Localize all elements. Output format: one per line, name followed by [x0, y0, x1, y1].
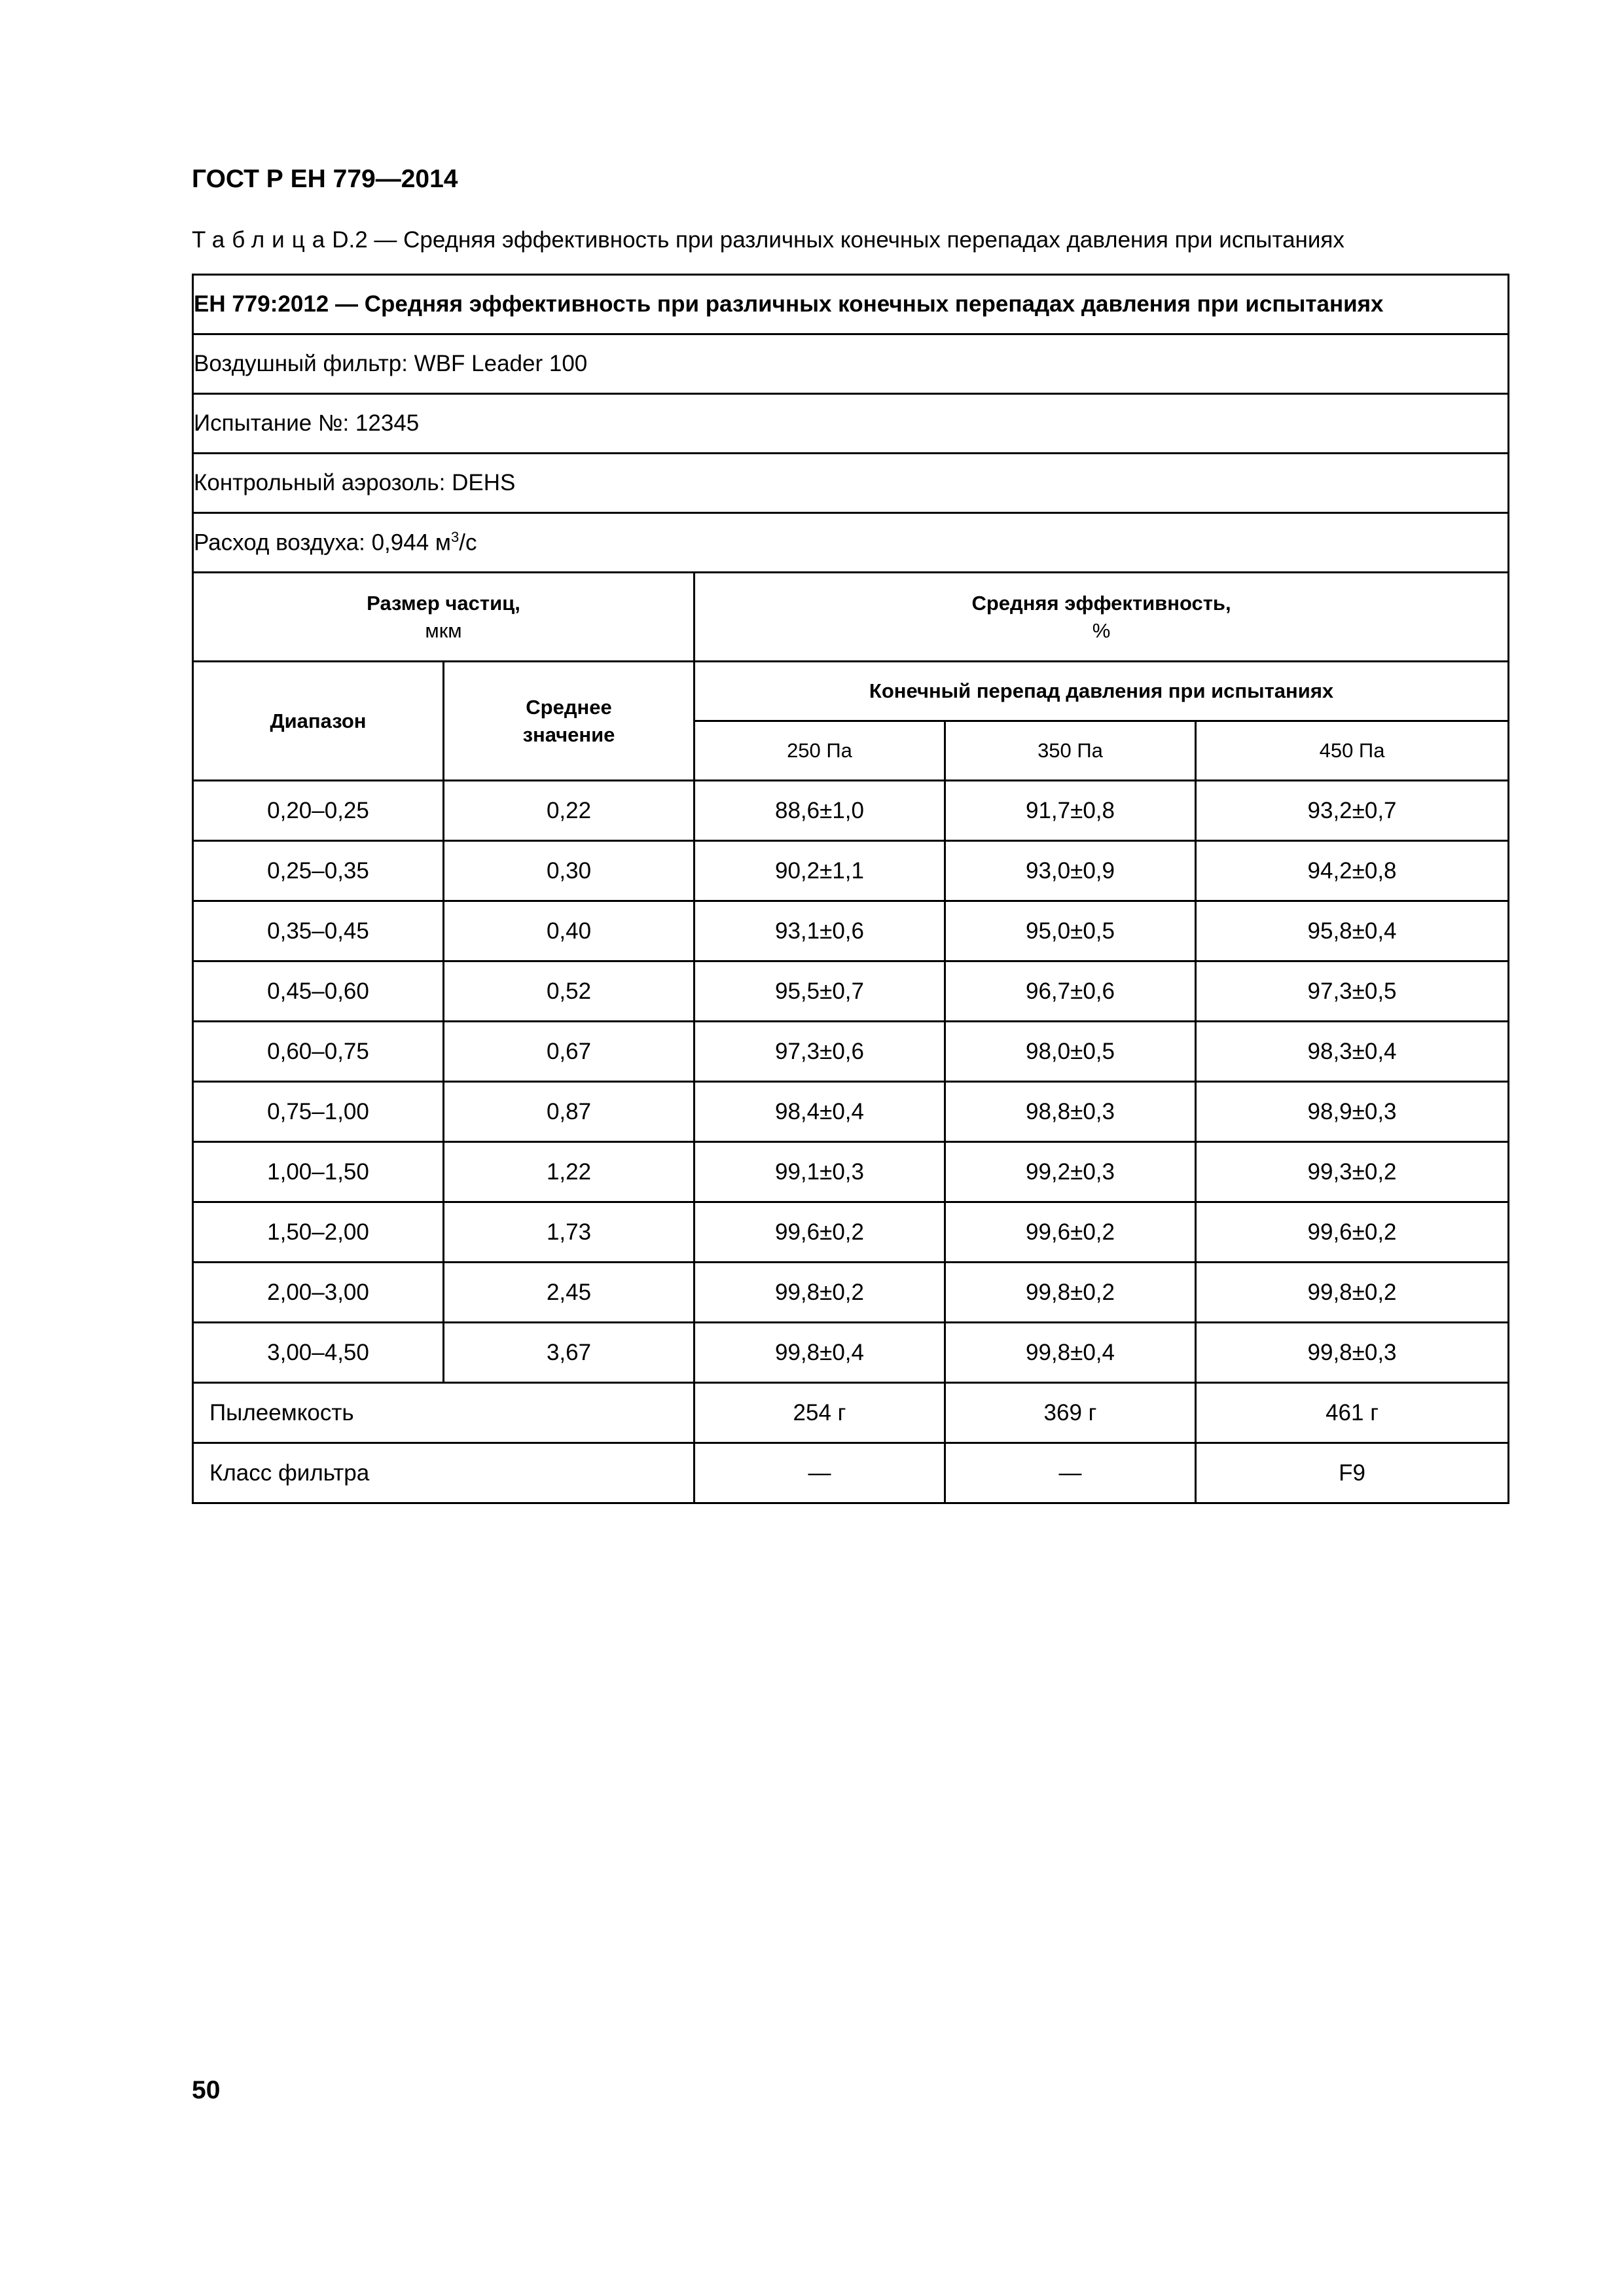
table-row: [193, 1022, 1509, 1082]
eff-350-cell: 99,8±0,2: [945, 1263, 1196, 1323]
dust-capacity-label: Пылеемкость: [193, 1383, 695, 1443]
particle-size-label: Размер частиц,: [367, 591, 520, 615]
eff-350-cell: 99,8±0,4: [945, 1323, 1196, 1383]
eff-350-cell: 99,6±0,2: [945, 1202, 1196, 1263]
table-row: [193, 961, 1509, 1022]
filter-name: Воздушный фильтр: WBF Leader 100: [193, 334, 1509, 394]
caption-text: — Средняя эффективность при различных конечных перепадах давления при испытаниях: [367, 227, 1344, 253]
table-row: [193, 781, 1509, 841]
range-cell: 0,35–0,45: [193, 901, 444, 961]
eff-350-cell: 95,0±0,5: [945, 901, 1196, 961]
filter-class-label: Класс фильтра: [193, 1443, 695, 1503]
airflow-sup: 3: [450, 529, 460, 546]
mean-header: [444, 662, 695, 781]
efficiency-label: Средняя эффективность,: [971, 591, 1231, 615]
eff-450-cell: 93,2±0,7: [1196, 781, 1509, 841]
filter-row: [193, 334, 1509, 394]
mean-cell: 0,67: [444, 1022, 695, 1082]
particle-size-unit: мкм: [425, 619, 462, 642]
eff-350-cell: 91,7±0,8: [945, 781, 1196, 841]
eff-350-cell: 98,0±0,5: [945, 1022, 1196, 1082]
airflow-unit: /с: [459, 529, 477, 556]
dust-450-cell: 461 г: [1196, 1383, 1509, 1443]
eff-450-cell: 98,9±0,3: [1196, 1082, 1509, 1142]
range-cell: 0,75–1,00: [193, 1082, 444, 1142]
mean-cell: 0,40: [444, 901, 695, 961]
header-row-1: [193, 573, 1509, 662]
eff-350-cell: 99,2±0,3: [945, 1142, 1196, 1202]
efficiency-unit: %: [1092, 619, 1111, 642]
table-row: [193, 841, 1509, 901]
table-caption: [192, 227, 1344, 253]
eff-450-cell: 99,3±0,2: [1196, 1142, 1509, 1202]
efficiency-table: [192, 274, 1509, 1504]
table-row: [193, 1202, 1509, 1263]
eff-250-cell: 99,6±0,2: [695, 1202, 945, 1263]
final-pressure-header: Конечный перепад давления при испытаниях: [695, 662, 1509, 721]
eff-250-cell: 99,8±0,4: [695, 1323, 945, 1383]
range-cell: 0,60–0,75: [193, 1022, 444, 1082]
table-row: [193, 1082, 1509, 1142]
test-aerosol: Контрольный аэрозоль: DEHS: [193, 454, 1509, 513]
airflow-row: [193, 513, 1509, 573]
range-cell: 0,25–0,35: [193, 841, 444, 901]
range-header: Диапазон: [193, 662, 444, 781]
test-number: Испытание №: 12345: [193, 394, 1509, 454]
table-title: ЕН 779:2012 — Средняя эффективность при различных конечных перепадах давления при испытаниях: [193, 275, 1509, 334]
table-row: [193, 901, 1509, 961]
eff-250-cell: 99,8±0,2: [695, 1263, 945, 1323]
caption-label: Таблица: [192, 227, 333, 253]
document-code: ГОСТ Р ЕН 779—2014: [192, 165, 458, 193]
range-cell: 0,20–0,25: [193, 781, 444, 841]
mean-cell: 1,22: [444, 1142, 695, 1202]
mean-cell: 3,67: [444, 1323, 695, 1383]
eff-250-cell: 98,4±0,4: [695, 1082, 945, 1142]
aerosol-row: [193, 454, 1509, 513]
mean-label-1: Среднее: [526, 695, 612, 719]
range-cell: 0,45–0,60: [193, 961, 444, 1022]
page-number: 50: [192, 2076, 221, 2104]
class-450-cell: F9: [1196, 1443, 1509, 1503]
range-cell: 1,50–2,00: [193, 1202, 444, 1263]
particle-size-header: [193, 573, 695, 662]
mean-label-2: значение: [522, 723, 615, 746]
eff-350-cell: 96,7±0,6: [945, 961, 1196, 1022]
range-cell: 2,00–3,00: [193, 1263, 444, 1323]
eff-350-cell: 98,8±0,3: [945, 1082, 1196, 1142]
eff-450-cell: 99,6±0,2: [1196, 1202, 1509, 1263]
eff-350-cell: 93,0±0,9: [945, 841, 1196, 901]
eff-450-cell: 94,2±0,8: [1196, 841, 1509, 901]
eff-250-cell: 99,1±0,3: [695, 1142, 945, 1202]
dust-350-cell: 369 г: [945, 1383, 1196, 1443]
eff-250-cell: 97,3±0,6: [695, 1022, 945, 1082]
filter-class-row: [193, 1443, 1509, 1503]
caption-id: D.2: [332, 227, 368, 253]
mean-cell: 1,73: [444, 1202, 695, 1263]
table-row: [193, 1263, 1509, 1323]
class-350-cell: —: [945, 1443, 1196, 1503]
eff-250-cell: 90,2±1,1: [695, 841, 945, 901]
efficiency-header: [695, 573, 1509, 662]
eff-250-cell: 93,1±0,6: [695, 901, 945, 961]
range-cell: 1,00–1,50: [193, 1142, 444, 1202]
eff-450-cell: 97,3±0,5: [1196, 961, 1509, 1022]
pressure-450-header: 450 Па: [1196, 721, 1509, 781]
test-row: [193, 394, 1509, 454]
table-row: [193, 1323, 1509, 1383]
eff-450-cell: 99,8±0,3: [1196, 1323, 1509, 1383]
mean-cell: 0,30: [444, 841, 695, 901]
airflow: [193, 513, 1509, 573]
mean-cell: 2,45: [444, 1263, 695, 1323]
table-row: [193, 1142, 1509, 1202]
eff-450-cell: 95,8±0,4: [1196, 901, 1509, 961]
dust-250-cell: 254 г: [695, 1383, 945, 1443]
range-cell: 3,00–4,50: [193, 1323, 444, 1383]
dust-capacity-row: [193, 1383, 1509, 1443]
header-row-2: [193, 662, 1509, 721]
pressure-250-header: 250 Па: [695, 721, 945, 781]
eff-250-cell: 88,6±1,0: [695, 781, 945, 841]
mean-cell: 0,52: [444, 961, 695, 1022]
eff-450-cell: 98,3±0,4: [1196, 1022, 1509, 1082]
class-250-cell: —: [695, 1443, 945, 1503]
airflow-text: Расход воздуха: 0,944 м: [194, 529, 451, 556]
mean-cell: 0,87: [444, 1082, 695, 1142]
pressure-350-header: 350 Па: [945, 721, 1196, 781]
mean-cell: 0,22: [444, 781, 695, 841]
table-title-row: [193, 275, 1509, 334]
eff-250-cell: 95,5±0,7: [695, 961, 945, 1022]
eff-450-cell: 99,8±0,2: [1196, 1263, 1509, 1323]
